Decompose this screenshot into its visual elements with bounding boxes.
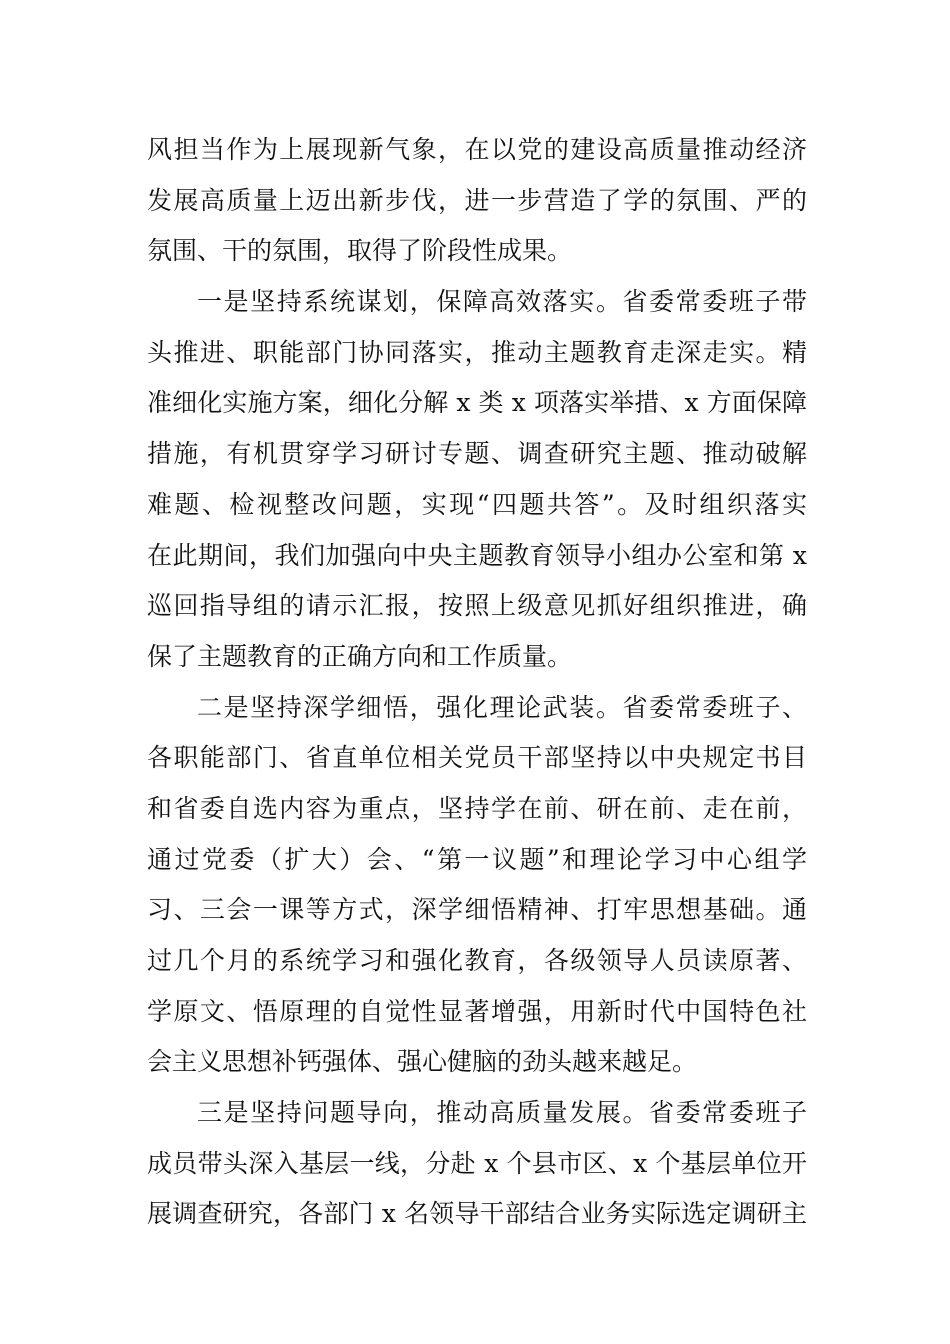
- text-line: 风担当作为上展现新气象，在以党的建设高质量推动经济: [147, 135, 807, 164]
- text-line: 展调查研究，各部门 x 名领导干部结合业务实际选定调研主: [147, 1199, 807, 1229]
- text-line: 学原文、悟原理的自觉性显著增强，用新时代中国特色社: [147, 996, 807, 1026]
- text-line: 发展高质量上迈出新步伐，进一步营造了学的氛围、严的: [147, 185, 807, 215]
- text-line: 在此期间，我们加强向中央主题教育领导小组办公室和第 x: [147, 540, 807, 570]
- document-body: [147, 125, 807, 1240]
- text-line: 巡回指导组的请示汇报，按照上级意见抓好组织推进，确: [147, 591, 807, 621]
- text-line: 习、三会一课等方式，深学细悟精神、打牢思想基础。通: [147, 895, 807, 925]
- text-line: 一是坚持系统谋划，保障高效落实。省委常委班子带: [197, 287, 807, 317]
- text-line: 通过党委（扩大）会、“第一议题”和理论学习中心组学: [147, 844, 807, 874]
- text-line: 二是坚持深学细悟，强化理论武装。省委常委班子、: [197, 692, 807, 722]
- paragraph: [147, 125, 807, 277]
- paragraph: [147, 277, 807, 683]
- text-line: 头推进、职能部门协同落实，推动主题教育走深走实。精: [147, 337, 807, 367]
- text-line: 三是坚持问题导向，推动高质量发展。省委常委班子: [197, 1098, 807, 1128]
- text-line: 氛围、干的氛围，取得了阶段性成果。: [147, 236, 573, 266]
- text-line: 过几个月的系统学习和强化教育，各级领导人员读原著、: [147, 946, 807, 975]
- text-line: 成员带头深入基层一线，分赴 x 个县市区、x 个基层单位开: [147, 1148, 807, 1178]
- paragraph: [147, 683, 807, 1089]
- text-line: 难题、检视整改问题，实现“四题共答”。及时组织落实: [147, 489, 807, 519]
- text-line: 措施，有机贯穿学习研讨专题、调查研究主题、推动破解: [147, 439, 807, 469]
- paragraph: [147, 1088, 807, 1240]
- text-line: 准细化实施方案，细化分解 x 类 x 项落实举措、x 方面保障: [147, 388, 807, 418]
- text-line: 各职能部门、省直单位相关党员干部坚持以中央规定书目: [147, 743, 807, 773]
- text-line: 会主义思想补钙强体、强心健脑的劲头越来越足。: [147, 1047, 698, 1077]
- text-line: 保了主题教育的正确方向和工作质量。: [147, 641, 573, 671]
- text-line: 和省委自选内容为重点，坚持学在前、研在前、走在前，: [147, 793, 807, 823]
